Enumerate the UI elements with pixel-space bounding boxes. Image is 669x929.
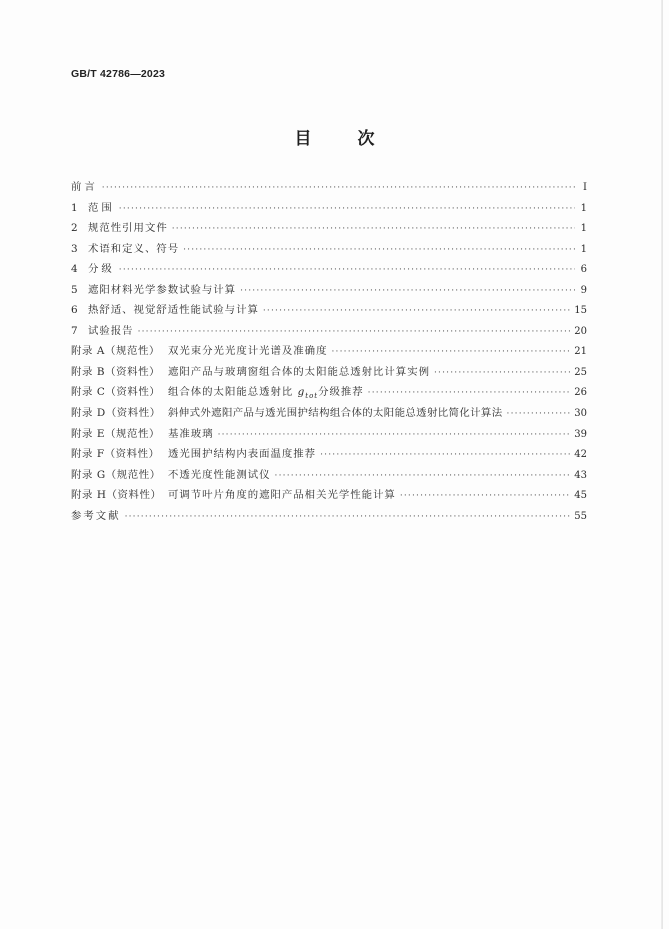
toc-entry-appendix-a[interactable] [71,342,587,363]
toc-entry-label: 双光束分光光度计光谱及准确度 [168,345,328,358]
toc-entry-label: 范围 [88,201,115,214]
toc-heading-second-char: 次 [357,129,375,149]
toc-entry-label: 热舒适、视觉舒适性能试验与计算 [88,304,259,317]
toc-page-number: 26 [574,387,587,399]
toc-page-number: 15 [574,305,587,317]
toc-entry-appendix-h[interactable] [71,486,587,507]
dot-leader [331,347,570,357]
toc-entry-label: 试验报告 [88,324,134,337]
toc-entry-appendix-c[interactable] [71,383,587,404]
toc-entry-label: 斜伸式外遮阳产品与透光围护结构组合体的太阳能总透射比简化计算法 [168,407,503,420]
dot-leader [102,183,575,193]
toc-entry-references[interactable] [71,507,587,528]
toc-entry-label-suffix: 分级推荐 [318,386,364,399]
toc-entry-number: 6 [71,304,78,317]
toc-heading [0,124,669,149]
dot-leader [218,430,571,440]
toc-entry-appendix-g[interactable] [71,466,587,487]
toc-page-number: 1 [580,243,587,255]
toc-entry-appendix-b[interactable] [71,363,587,384]
toc-entry-4[interactable] [71,260,587,281]
toc-entry-number: 5 [71,283,78,296]
appendix-prefix: 附录 H（资料性） [71,489,162,502]
toc-page-number: 9 [580,284,587,296]
toc-entry-number: 4 [71,263,78,276]
dot-leader [172,224,575,234]
toc-entry-label: 可调节叶片角度的遮阳产品相关光学性能计算 [168,489,396,502]
toc-entry-label: 基准玻璃 [168,427,214,440]
toc-page-number: 55 [574,510,587,522]
toc-entry-label: 遮阳产品与玻璃窗组合体的太阳能总透射比计算实例 [168,365,430,378]
toc-entry-number: 2 [71,222,78,235]
dot-leader [119,204,575,214]
toc-page-number: 43 [574,469,587,481]
toc-entry-label [168,383,364,400]
toc-page-number: 42 [574,449,587,461]
dot-leader [119,265,575,275]
toc-page-number: 1 [580,223,587,235]
toc-entry-label: 规范性引用文件 [88,222,168,235]
dot-leader [138,327,571,337]
dot-leader [320,450,570,460]
toc-page-number: 25 [574,366,587,378]
toc-entry-7[interactable] [71,322,587,343]
toc-heading-first-char: 目 [294,129,312,149]
dot-leader [507,409,571,419]
g-tot-symbol: $g_{tot}$ [297,386,319,401]
table-of-contents [71,178,587,527]
dot-leader [240,286,575,296]
appendix-prefix: 附录 E（规范性） [71,427,161,440]
toc-page-number: 45 [574,490,587,502]
toc-entry-2[interactable] [71,219,587,240]
toc-entry-foreword[interactable] [71,178,587,199]
dot-leader [368,388,571,398]
appendix-prefix: 附录 F（资料性） [71,448,160,461]
dot-leader [400,491,570,501]
appendix-prefix: 附录 C（资料性） [71,386,161,399]
toc-entry-label: 参考文献 [71,509,121,522]
toc-entry-number: 7 [71,324,78,337]
toc-entry-label: 不透光度性能测试仪 [168,468,271,481]
dot-leader [183,245,575,255]
toc-entry-label: 遮阳材料光学参数试验与计算 [88,283,237,296]
dot-leader [263,306,570,316]
appendix-prefix: 附录 B（资料性） [71,365,161,378]
toc-page-number: Ⅰ [583,182,587,193]
toc-entry-3[interactable] [71,240,587,261]
dot-leader [125,512,571,522]
toc-entry-label: 前言 [71,181,98,193]
toc-entry-appendix-d[interactable] [71,404,587,425]
toc-entry-1[interactable] [71,199,587,220]
toc-entry-label: 透光围护结构内表面温度推荐 [168,448,317,461]
toc-page-number: 30 [574,408,587,420]
standard-number: GB/T 42786—2023 [71,68,166,80]
appendix-prefix: 附录 G（规范性） [71,468,161,481]
toc-entry-appendix-e[interactable] [71,425,587,446]
dot-leader [275,471,571,481]
toc-entry-label-text: 组合体的太阳能总透射比 [168,386,294,399]
dot-leader [434,368,570,378]
toc-entry-appendix-f[interactable] [71,445,587,466]
toc-page-number: 39 [574,428,587,440]
toc-entry-number: 3 [71,242,78,255]
toc-entry-label: 分级 [88,263,115,276]
toc-page-number: 6 [580,264,587,276]
toc-page-number: 20 [574,325,587,337]
toc-entry-5[interactable] [71,281,587,302]
toc-entry-label: 术语和定义、符号 [88,242,180,255]
appendix-prefix: 附录 D（资料性） [71,407,161,420]
appendix-prefix: 附录 A（规范性） [71,345,160,358]
toc-page-number: 1 [580,202,587,214]
toc-entry-number: 1 [71,201,78,214]
toc-page-number: 21 [574,346,587,358]
toc-entry-6[interactable] [71,301,587,322]
